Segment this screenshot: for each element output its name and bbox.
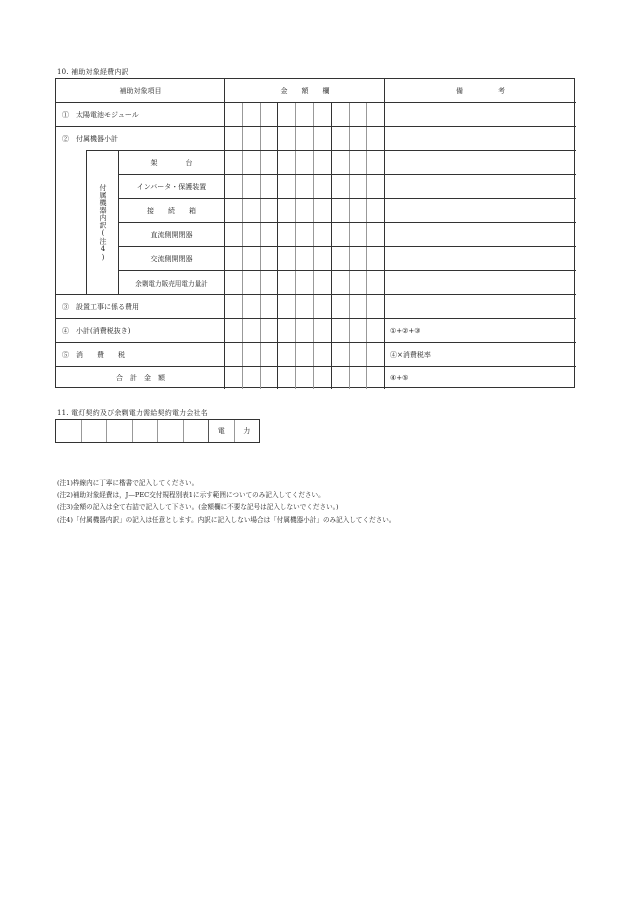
- row-subtotal-remark: ①+②+③: [390, 327, 421, 335]
- row-total-label: 合 計 金 額: [116, 374, 165, 382]
- breakdown-item-meter: 余剰電力販売用電力量計: [135, 280, 208, 288]
- header-remarks: 備 考: [456, 87, 505, 95]
- section-11-title: 11. 電灯契約及び余剰電力需給契約電力会社名: [57, 409, 208, 417]
- char-cell[interactable]: [184, 420, 210, 442]
- row-consumption-tax-remark: ④×消費税率: [390, 351, 431, 359]
- note-4: (注4)「付属機器内訳」の記入は任意とします。内訳に記入しない場合は「付属機器小計」のみ記入してください。: [57, 515, 396, 524]
- row-total-remark: ④+⑤: [390, 374, 409, 382]
- char-cell[interactable]: [107, 420, 133, 442]
- row-consumption-tax-label: ⑤ 消 費 税: [62, 351, 125, 359]
- row-solar-module-label: ① 太陽電池モジュール: [62, 111, 139, 119]
- breakdown-item-inverter: インバータ・保護装置: [136, 183, 207, 191]
- row-accessory-subtotal-remark[interactable]: [390, 127, 575, 151]
- row-subtotal-label: ④ 小計(消費税抜き): [62, 327, 131, 335]
- note-1: (注1)枠線内に丁寧に楷書で記入してください。: [57, 479, 199, 487]
- header-amount: 金 額 欄: [280, 87, 330, 95]
- breakdown-item-mount: 架 台: [150, 159, 193, 167]
- notes: [57, 477, 396, 526]
- header-item: 補助対象項目: [119, 87, 162, 95]
- row-installation-cost-remark[interactable]: [390, 295, 575, 319]
- suffix-cell-den: 電: [209, 420, 235, 442]
- row-solar-module-remark[interactable]: [390, 103, 575, 127]
- section-10-title: 10. 補助対象経費内訳: [57, 68, 129, 76]
- note-3: (注3)金額の記入は全て右詰で記入して下さい。(金額欄に不要な記号は記入しないでください。): [57, 503, 339, 512]
- row-accessory-subtotal-label: ② 付属機器小計: [62, 135, 118, 143]
- note-2: (注2)補助対象経費は，J—PEC交付規程別表1に示す範囲についてのみ記入してください。: [57, 491, 325, 500]
- breakdown-item-junction-box: 接 続 箱: [147, 207, 196, 215]
- expense-breakdown-table: [55, 78, 575, 388]
- char-cell[interactable]: [82, 420, 108, 442]
- char-cell[interactable]: [133, 420, 159, 442]
- char-cell[interactable]: [56, 420, 82, 442]
- row-installation-cost-label: ③ 設置工事に係る費用: [62, 303, 139, 311]
- breakdown-group-label: 付属機器内訳(注4): [99, 184, 107, 262]
- char-cell[interactable]: [158, 420, 184, 442]
- suffix-cell-ryoku: 力: [243, 427, 251, 435]
- power-company-name-field[interactable]: [55, 419, 260, 443]
- breakdown-item-dc-switch: 直流側開閉器: [150, 231, 193, 239]
- breakdown-item-ac-switch: 交流側開閉器: [150, 255, 193, 263]
